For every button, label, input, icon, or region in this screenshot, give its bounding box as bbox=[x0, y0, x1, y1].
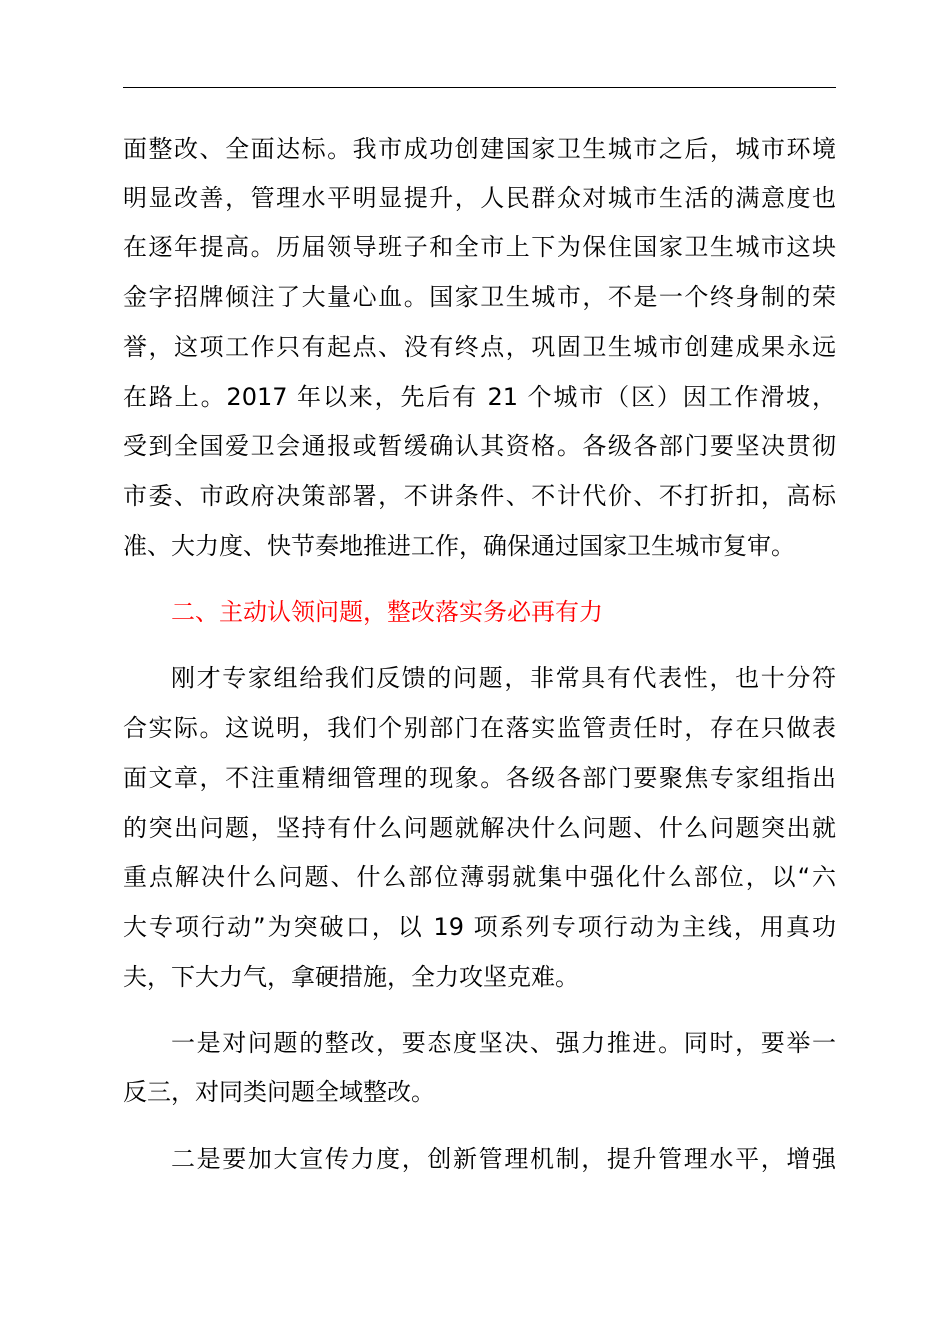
text-line: 在路上。2017 年以来，先后有 21 个城市（区）因工作滑坡， bbox=[123, 383, 836, 411]
text-line: 金字招牌倾注了大量心血。国家卫生城市，不是一个终身制的荣 bbox=[123, 283, 836, 311]
text-line: 受到全国爱卫会通报或暂缓确认其资格。各级各部门要坚决贯彻 bbox=[123, 432, 836, 460]
text-line: 合实际。这说明，我们个别部门在落实监管责任时，存在只做表 bbox=[123, 714, 836, 742]
text-line: 大专项行动”为突破口，以 19 项系列专项行动为主线，用真功 bbox=[123, 913, 836, 941]
text-line: 誉，这项工作只有起点、没有终点，巩固卫生城市创建成果永远 bbox=[123, 333, 836, 361]
text-line: 反三，对同类问题全域整改。 bbox=[123, 1078, 435, 1106]
text-line: 二是要加大宣传力度，创新管理机制，提升管理水平，增强 bbox=[171, 1145, 836, 1173]
text-line: 明显改善，管理水平明显提升，人民群众对城市生活的满意度也 bbox=[123, 184, 836, 212]
section-heading: 二、主动认领问题，整改落实务必再有力 bbox=[171, 598, 603, 626]
header-rule bbox=[123, 87, 836, 88]
text-line: 的突出问题，坚持有什么问题就解决什么问题、什么问题突出就 bbox=[123, 814, 836, 842]
text-line: 面文章，不注重精细管理的现象。各级各部门要聚焦专家组指出 bbox=[123, 764, 836, 792]
text-line: 重点解决什么问题、什么部位薄弱就集中强化什么部位，以“六 bbox=[123, 863, 836, 891]
text-line: 在逐年提高。历届领导班子和全市上下为保住国家卫生城市这块 bbox=[123, 233, 836, 261]
text-line: 准、大力度、快节奏地推进工作，确保通过国家卫生城市复审。 bbox=[123, 532, 795, 560]
text-line: 面整改、全面达标。我市成功创建国家卫生城市之后，城市环境 bbox=[123, 135, 836, 163]
text-line: 一是对问题的整改，要态度坚决、强力推进。同时，要举一 bbox=[171, 1029, 836, 1057]
text-line: 夫，下大力气，拿硬措施，全力攻坚克难。 bbox=[123, 963, 579, 991]
text-line: 刚才专家组给我们反馈的问题，非常具有代表性，也十分符 bbox=[171, 664, 836, 692]
text-line: 市委、市政府决策部署，不讲条件、不计代价、不打折扣，高标 bbox=[123, 482, 836, 510]
